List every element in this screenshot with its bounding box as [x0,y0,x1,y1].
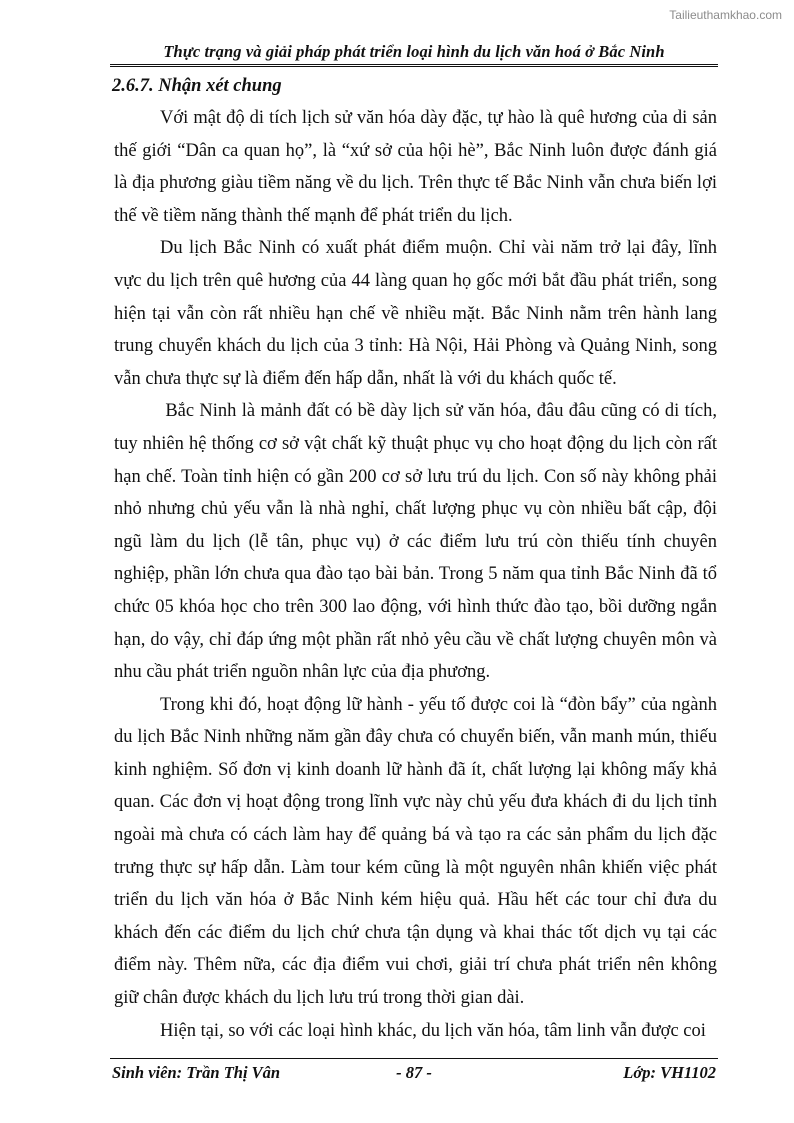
paragraph-4: Trong khi đó, hoạt động lữ hành - yếu tố được coi là “đòn bẩy” của ngành du lịch Bắc Ninh những năm gần đây chưa có chuyển biến, vẫn manh mún, thiếu kinh nghiệm. Số đơn vị kinh doanh lữ hành đã ít, chất lượng lại không mấy khả quan. Các đơn vị hoạt động trong lĩnh vực này chủ yếu đưa khách đi du lịch tỉnh ngoài mà chưa có cách làm hay để quảng bá và tạo ra các sản phẩm du lịch đặc trưng thực sự hấp dẫn. Làm tour kém cũng là một nguyên nhân khiến việc phát triển du lịch văn hóa ở Bắc Ninh kém hiệu quả. Hầu hết các tour chỉ đưa du khách đến các điểm du lịch chứ chưa tận dụng và khai thác tốt dịch vụ tại các điểm này. Thêm nữa, các địa điểm vui chơi, giải trí chưa phát triển nên không giữ chân được khách du lịch lưu trú trong thời gian dài. [114,694,717,1009]
body-text [114,102,722,1047]
footer-page-number: - 87 - [396,1063,432,1082]
watermark-text: Tailieuthamkhao.com [669,8,782,22]
header-divider [110,64,718,67]
footer-divider [110,1058,718,1059]
paragraph-3: Bắc Ninh là mảnh đất có bề dày lịch sử văn hóa, đâu đâu cũng có di tích, tuy nhiên hệ thống cơ sở vật chất kỹ thuật phục vụ cho hoạt động du lịch còn rất hạn chế. Toàn tỉnh hiện có gần 200 cơ sở lưu trú du lịch. Con số này không phải nhỏ nhưng chủ yếu vẫn là nhà nghỉ, chất lượng phục vụ còn nhiều bất cập, đội ngũ làm du lịch (lễ tân, phục vụ) ở các điểm lưu trú còn thiếu tính chuyên nghiệp, phần lớn chưa qua đào tạo bài bản. Trong 5 năm qua tỉnh Bắc Ninh đã tổ chức 05 khóa học cho trên 300 lao động, với hình thức đào tạo, bồi dưỡng ngắn hạn, do vậy, chỉ đáp ứng một phần rất nhỏ yêu cầu về chất lượng chuyên môn và nhu cầu phát triển nguồn nhân lực của địa phương. [114,401,722,683]
paragraph-5: Hiện tại, so với các loại hình khác, du lịch văn hóa, tâm linh vẫn được coi [160,1020,706,1041]
footer-student-name: Sinh viên: Trần Thị Vân [112,1063,281,1082]
section-heading: 2.6.7. Nhận xét chung [112,76,282,96]
running-header: Thực trạng và giải pháp phát triển loại hình du lịch văn hoá ở Bắc Ninh [163,42,665,61]
paragraph-1: Với mật độ di tích lịch sử văn hóa dày đặc, tự hào là quê hương của di sản thế giới “Dân ca quan họ”, là “xứ sở của hội hè”, Bắc Ninh luôn được đánh giá là địa phương giàu tiềm năng về du lịch. Trên thực tế Bắc Ninh vẫn chưa biến lợi thế về tiềm năng thành thế mạnh để phát triển du lịch. [114,108,717,226]
footer-class: Lớp: VH1102 [623,1063,716,1082]
paragraph-2: Du lịch Bắc Ninh có xuất phát điểm muộn. Chỉ vài năm trở lại đây, lĩnh vực du lịch trên quê hương của 44 làng quan họ gốc mới bắt đầu phát triển, song hiện tại vẫn còn rất nhiều hạn chế về nhiều mặt. Bắc Ninh nằm trên hành lang trung chuyển khách du lịch của 3 tỉnh: Hà Nội, Hải Phòng và Quảng Ninh, song vẫn chưa thực sự là điểm đến hấp dẫn, nhất là với du khách quốc tế. [114,238,717,389]
